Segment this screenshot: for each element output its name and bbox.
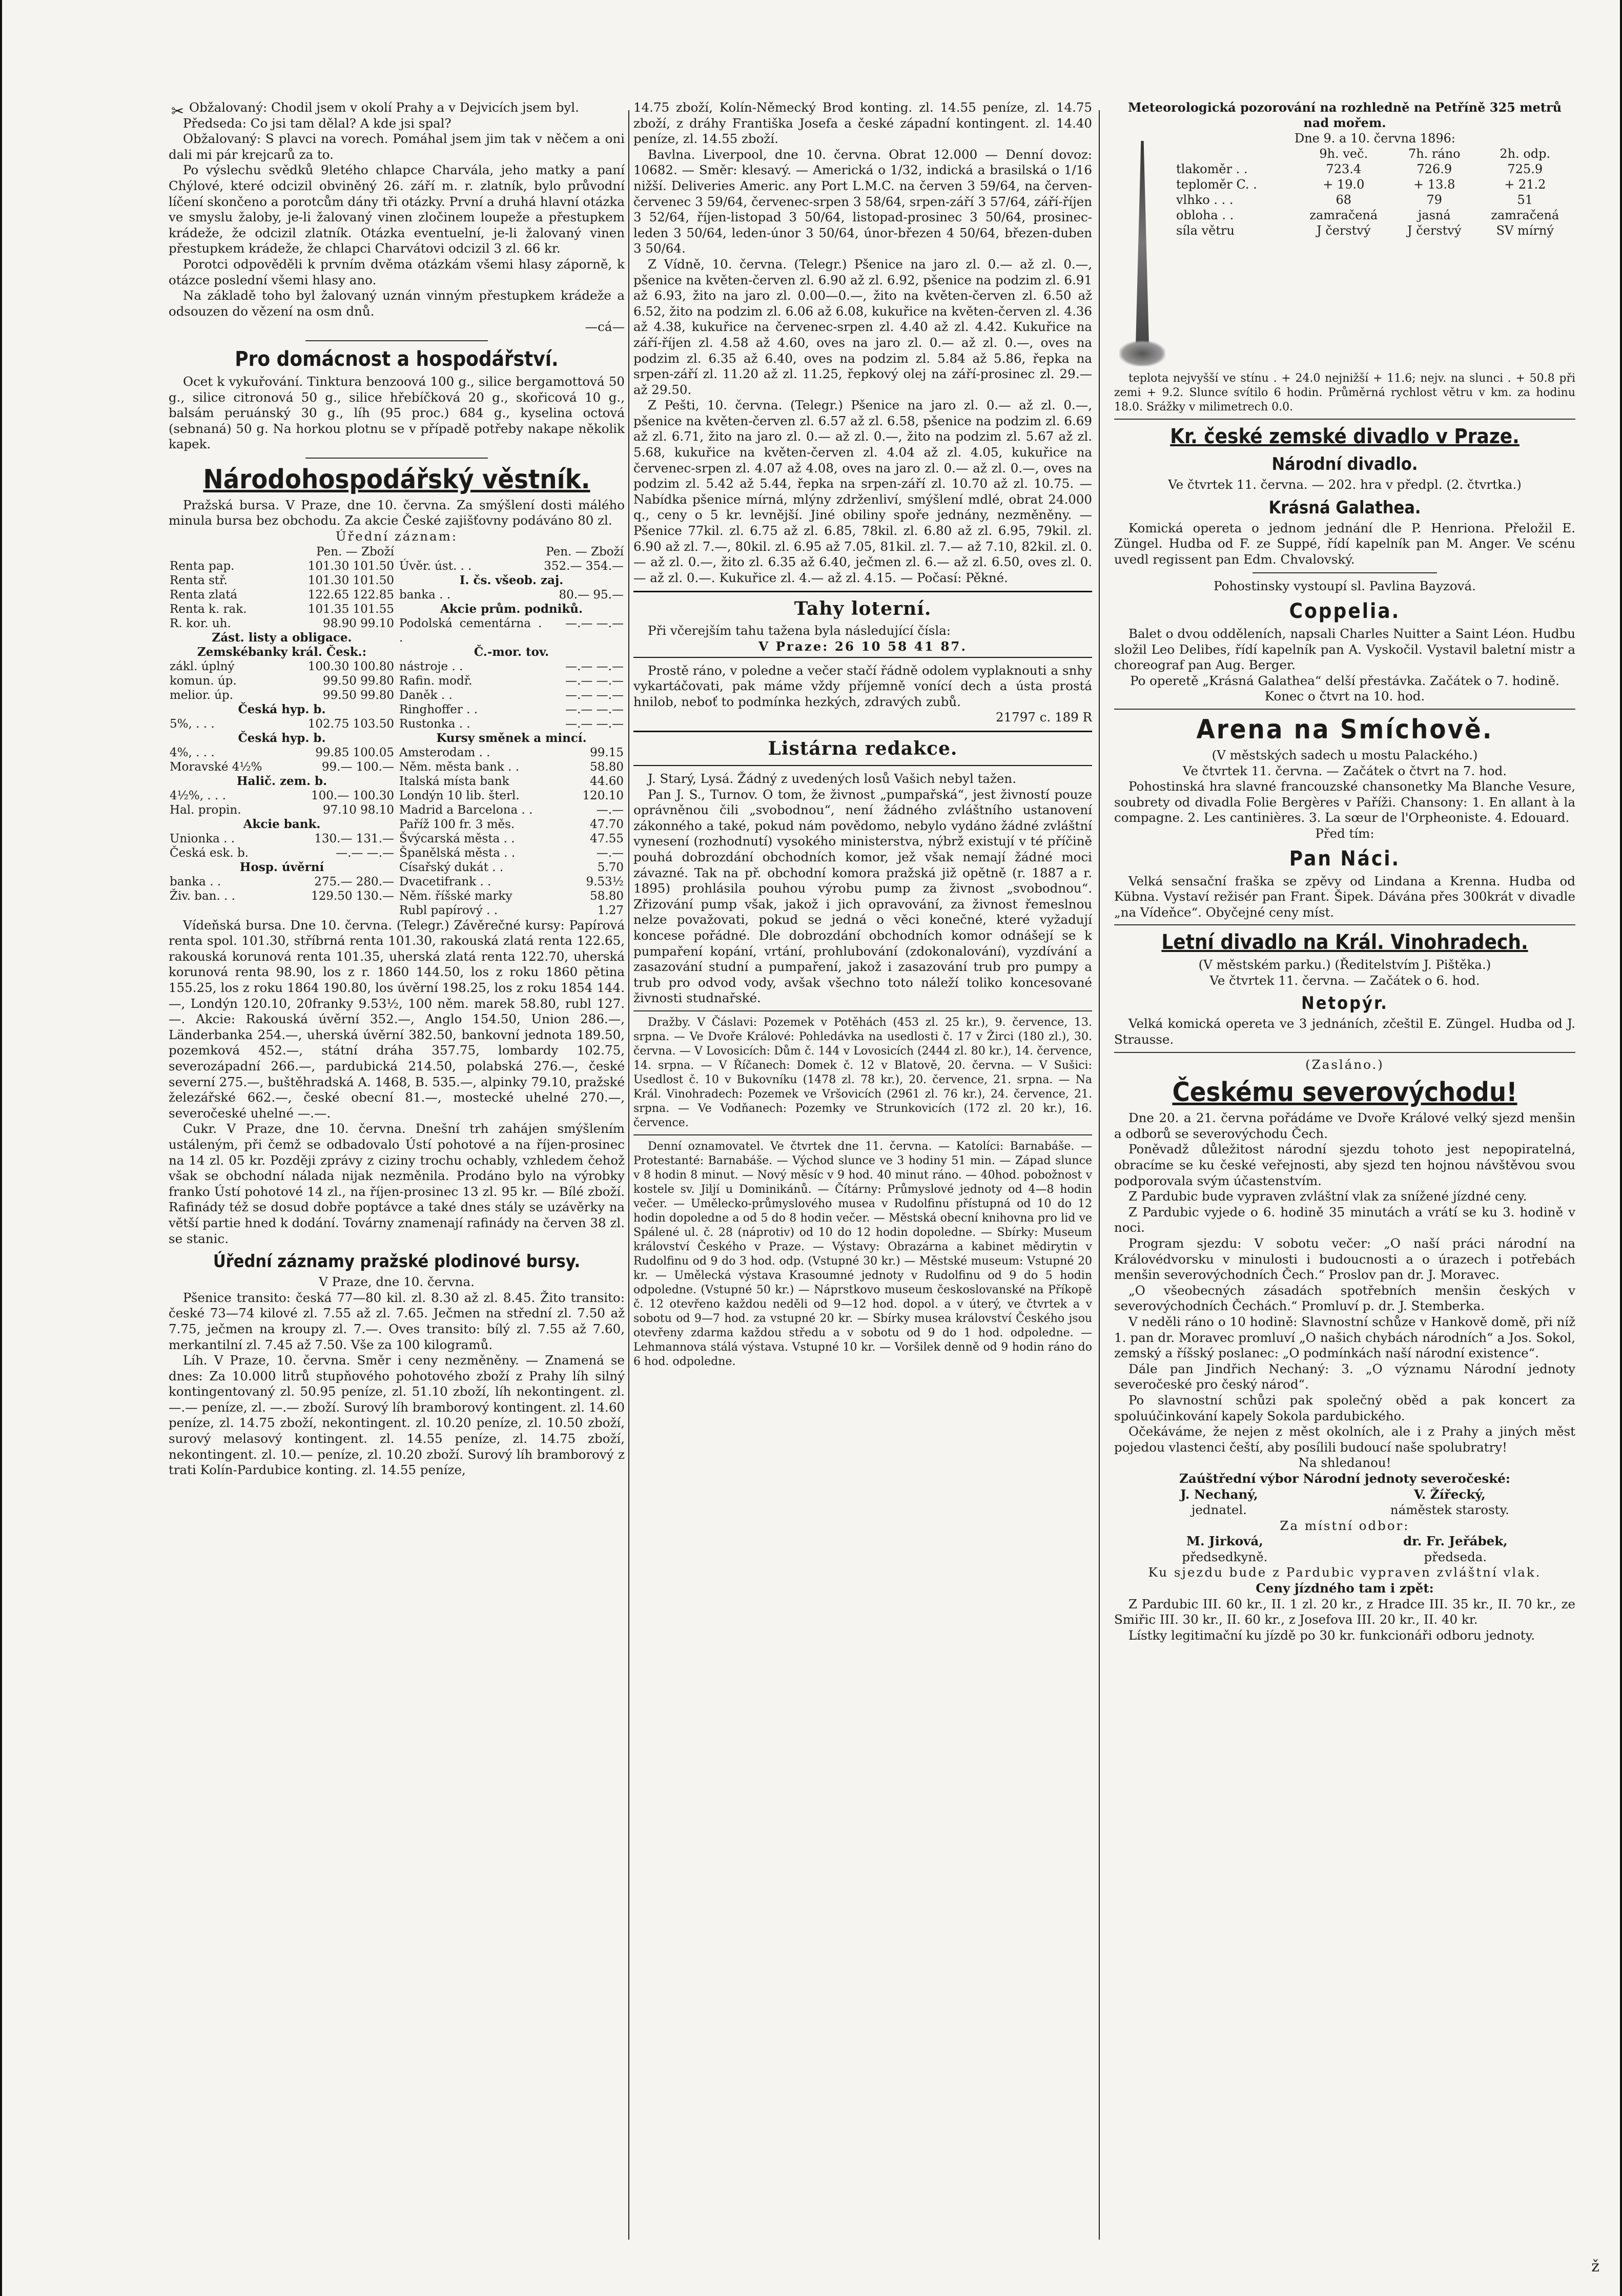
rate-label: banka . . (399, 588, 451, 602)
lottery-heading: Tahy loterní. (794, 598, 932, 620)
rate-label: Španělská města . . (399, 846, 516, 860)
rate-value: —.— —.— (565, 674, 624, 688)
rate-value: 130.— 131.— (314, 832, 394, 845)
column-3 (1114, 100, 1575, 2240)
rate-row (398, 674, 625, 688)
operetta-title: Netopýr. (1301, 993, 1388, 1014)
rate-row (169, 774, 395, 789)
rate-row (169, 559, 395, 573)
rate-label: Něm. říšské marky (399, 889, 512, 903)
appeal-paragraph: Program sjezdu: V sobotu večer: „O naší práci národní na Královédvorsku v minulosti i budoucnosti a o úrazech i potřebách menšin severovýchodních Čech.“ Proslov pan dr. J. Moravec. (1114, 1236, 1575, 1283)
rate-row (169, 717, 395, 731)
rate-value: 102.75 103.50 (307, 717, 394, 731)
rates-tables (169, 545, 625, 918)
auctions: Dražby. V Čáslavi: Pozemek v Potěhách (453 zl. 25 kr.), 9. července, 13. srpna. — Ve Dvoře Králové: Pohledávka na usedlosti č. 17 v Žirci (180 zl.), 30. června. — V Lovosicích: Dům č. 144 v Lovosicích (2444 zl. 80 kr.), 14. července, 14. srpna. — V Říčanech: Domek č. 12 v Blatově, 20. června. — V Sušici: Usedlost č. 10 v Bukovníku (1478 zl. 78 kr.), 20. července, 21. srpna. — Na Král. Vinohradech: Pozemek ve Vršovicích (2961 zl. 76 kr.), 24. července, 21. srpna. — Ve Vodňanech: Pozemky ve Strunkovicích (172 zl. 20 kr.), 16. července. (633, 1016, 1092, 1129)
cut-mark-icon: ✂ (171, 102, 184, 120)
weather-cell: 51 (1517, 193, 1533, 207)
signatures (1114, 1487, 1575, 1518)
rate-label: Něm. města bank . . (399, 760, 520, 774)
weather-cell: 2h. odp. (1500, 147, 1551, 161)
rate-row (169, 846, 395, 860)
appeal-paragraph: „O všeobecných zásadách spotřebních menšin českých v severovýchodních Čechách.“ Promluví p. dr. J. Stemberka. (1114, 1283, 1575, 1314)
farce-text: Velká sensační fraška se zpěvy od Lindana a Krenna. Hudba od Kübna. Vystaví režisér pan Frant. Šipek. Dávána přes 300krát v divadle „na Vídeňce“. Obyčejné ceny míst. (1114, 873, 1575, 920)
weather-cell: + 21.2 (1504, 177, 1546, 192)
rate-label: 4½%, . . . (170, 789, 226, 802)
rate-row (398, 875, 625, 889)
signatures (1114, 1534, 1575, 1565)
rate-row (169, 817, 395, 832)
weather-cell: 9h. več. (1319, 147, 1368, 161)
signature-role: předseda. (1424, 1549, 1487, 1564)
rate-label: Renta zlatá (170, 588, 238, 602)
weather-cell: + 13.8 (1413, 177, 1455, 192)
weather-cell: J čerstvý (1317, 223, 1371, 238)
trial-line: Porotci odpověděli k prvním dvěma otázkám všemi hlasy záporně, k otázce poslední všemi hlasy ano. (169, 256, 625, 287)
rate-label: Halič. zem. b. (236, 774, 327, 788)
letters-heading: Listárna redakce. (768, 737, 958, 759)
rate-row (398, 789, 625, 803)
theatre-subheading: Národní divadlo. (1271, 454, 1418, 474)
ballet-note: Po operetě „Krásná Galathea“ delší přestávka. Začátek o 7. hodině. Konec o čtvrt na 10. hod. (1130, 673, 1559, 704)
burse-intro: Pražská bursa. V Praze, dne 10. června. Za smýšlení dosti málého minula bursa bez obchodu. Za akcie České zajišťovny podáváno 80 zl. (169, 497, 625, 528)
rate-value: Pen. — Zboží (546, 545, 624, 559)
weather-cell: teploměr C. . (1176, 177, 1257, 192)
appeal-paragraph: Očekáváme, že nejen z měst okolních, ale i z Prahy a jiných měst pojedou vlastenci čeští, aby posílili budoucí naše spolubratry! (1114, 1424, 1575, 1455)
fares-text: Z Pardubic III. 60 kr., II. 1 zl. 20 kr., z Hradce III. 35 kr., II. 70 kr., ze Smiřic III. 30 kr., II. 60 kr., z Josefova III. 20 kr., II. 40 kr. (1114, 1596, 1575, 1627)
rate-row (398, 832, 625, 846)
rate-label: Zemskébanky král. Česk.: (197, 645, 367, 659)
lottery-box (633, 591, 1092, 657)
divider (1253, 572, 1437, 573)
rate-label: zákl. úplný (170, 659, 235, 673)
rate-row (169, 875, 395, 889)
rate-value: 80.— 95.— (559, 588, 624, 602)
trial-line: Obžalovaný: Chodil jsem v okolí Prahy a v Dejvicích jsem byl. (189, 100, 579, 115)
rate-value: 1.27 (597, 903, 624, 917)
rate-label: nástroje . . (399, 659, 463, 673)
fares-note: Lístky legitimační ku jízdě po 30 kr. funkcionáři odboru jednoty. (1128, 1627, 1535, 1643)
farce-title: Pan Náci. (1289, 846, 1401, 871)
rate-value: 97.10 98.10 (323, 803, 394, 817)
weather-cell: tlakoměr . . (1176, 162, 1248, 176)
appeal-paragraph: Poněvadž důležitost národní sjezdu tohoto jest nepopiratelná, obracíme se ku české veřejnosti, aby sjezd ten hojnou návštěvou svou podporovala svým účastenstvím. (1114, 1142, 1575, 1188)
ad-reference: 21797 c. 189 R (995, 710, 1092, 725)
appeal-paragraph: Dne 20. a 21. června pořádáme ve Dvoře Králové velký sjezd menšin a odborů se severovýchodu Čech. (1114, 1110, 1575, 1141)
rate-row (398, 803, 625, 817)
weather-cell: SV mírný (1496, 223, 1554, 238)
rate-label: banka . . (170, 875, 221, 888)
rate-label: Akcie bank. (243, 817, 321, 831)
rates-table-left (169, 545, 395, 903)
local-committee-label: Za místní odbor: (1280, 1518, 1410, 1533)
rate-row (398, 760, 625, 774)
lottery-numbers: V Praze: 26 10 58 41 87. (758, 639, 967, 654)
rate-row (169, 631, 395, 645)
rate-value: —.— —.— (565, 659, 624, 673)
produce-heading: Úřední záznamy pražské plodinové bursy. (213, 1251, 581, 1272)
petrin-tower-icon (1114, 131, 1171, 371)
rate-row (398, 860, 625, 875)
rate-row (169, 602, 395, 616)
rate-row (398, 588, 625, 602)
rate-value: 120.10 (582, 789, 624, 802)
rate-label: komun. úp. (170, 674, 237, 688)
rate-value: —.— —.— (565, 616, 624, 630)
rate-label: 4%, . . . (170, 746, 215, 759)
rate-value: —.— —.— (565, 702, 624, 716)
rate-label: R. kor. uh. (170, 616, 231, 630)
rate-value: 47.55 (590, 832, 624, 845)
weather-table (1175, 131, 1575, 371)
rate-row (169, 659, 395, 674)
column-rule (1099, 110, 1100, 2240)
rate-label: Londýn 10 lib. šterl. (399, 789, 520, 802)
rate-label: melior. úp. (170, 688, 233, 702)
theatre-heading: Kr. české zemské divadlo v Praze. (1170, 425, 1520, 448)
rate-label: Živ. ban. . . (170, 889, 236, 903)
rate-value: —.— —.— (565, 688, 624, 702)
vienna-bourse: Vídeňská bursa. Dne 10. června. (Telegr.) Závěrečné kursy: Papírová renta spol. 101.30, stříbrná renta 101.30, rakouská zlatá renta 122.65, rakouská korunová renta 101.35, uherská zlatá renta 122.70, uherská korunová renta 98.90, los z r. 1860 144.50, los z roku 1860 pětina 155.25, los z roku 1864 190.80, los úvěrní 198.25, los z roku 1854 144.—, Londýn 120.10, 20franky 9.53½, 100 něm. marek 58.80, rubl 127.—. Akcie: Rakouská úvěrní 352.—, Anglo 154.50, Union 286.—, Länderbanka 254.—, uherská úvěrní 382.50, bankovní jednota 189.50, pozemková 452.—, státní dráha 357.75, lombardy 102.75, severozápadní 266.—, pardubická 214.50, polabská 276.—, české severní 275.—, buštěhradská A. 1468, B. 535.—, alpinky 79.10, pražské železářské 662.—, české obecní 81.—, mostecké uhelné 270.—, severočeské uhelné —.—. (169, 917, 625, 1121)
rate-row (169, 803, 395, 817)
signature-role: jednatel. (1191, 1502, 1247, 1518)
lottery-text: Při včerejším tahu tažena byla následující čísla: (648, 623, 951, 638)
rate-value: 129.50 130.— (311, 889, 394, 903)
divider (1114, 709, 1575, 710)
rate-row (398, 559, 625, 573)
arena-sub: (V městských sadech u mostu Palackého.) (1212, 747, 1478, 762)
rate-label: Česká esk. b. (170, 846, 249, 860)
rate-value: 44.60 (590, 774, 624, 788)
rate-value: Pen. — Zboží (316, 545, 394, 559)
rate-row (398, 545, 625, 559)
letter-reply: J. Starý, Lysá. Žádný z uvedených losů Vašich nebyl tažen. (648, 771, 1016, 786)
weather-row (1175, 208, 1575, 223)
weather-section (1114, 131, 1575, 371)
rate-row (398, 846, 625, 860)
weather-cell: 725.9 (1507, 162, 1543, 176)
rate-row (398, 731, 625, 746)
weather-cell: 79 (1426, 193, 1443, 207)
rate-value: 99.— 100.— (321, 760, 394, 774)
appeal-paragraph: Po slavnostní schůzi pak společný oběd a pak koncert za spoluúčinkování kapely Sokola pardubického. (1114, 1392, 1575, 1423)
weather-row (1175, 146, 1575, 161)
summer-theatre-sub: (V městském parku.) (Ředitelstvím J. Pištěka.) (1198, 957, 1491, 973)
rate-label: Podolská cementárna . . (399, 616, 542, 645)
rate-row (169, 832, 395, 846)
trial-line: Obžalovaný: S plavci na vorech. Pomáhal jsem jim tak v něčem a oni dali mi pár krejcarů za to. (169, 131, 625, 162)
rate-label: Rafin. modř. (399, 674, 473, 688)
rate-row (169, 645, 395, 659)
rate-row (169, 702, 395, 717)
rate-label: Česká hyp. b. (238, 731, 326, 745)
rate-value: 99.85 100.05 (315, 746, 394, 759)
weather-cell: vlhko . . . (1176, 193, 1234, 207)
rate-label: Italská místa bank (399, 774, 509, 788)
rate-label: Renta stř. (170, 573, 228, 587)
weather-date: Dne 9. a 10. června 1896: (1294, 131, 1456, 146)
rate-label (398, 545, 543, 559)
rate-row (169, 889, 395, 903)
spirit-report: Líh. V Praze, 10. června. Směr i ceny nezměněny. — Znamená se dnes: Za 10.000 litrů stupňového pohotového zboží z Prahy líh silný kontingentovaný zl. 50.95 peníze, zl. 51.10 zboží, líh nekontingent. zl. —.— peníze, zl. —.— zboží. Surový líh bramborový kontingent. zl. 14.60 peníze, zl. 14.75 zboží, nekontingent. zl. 10.20 peníze, zl. 10.50 zboží, surový melasový kontingent. zl. 14.55 peníze, zl. 14.75 zboží, nekontingent. zl. 10.— peníze, zl. 10.20 zboží. Surový líh bramborový z trati Kolín-Pardubice konting. zl. 14.55 peníze, (169, 1353, 625, 1478)
column-2 (633, 100, 1092, 2240)
economy-heading: Národohospodářský věstník. (203, 464, 590, 495)
rate-row (169, 616, 395, 631)
rate-label: Akcie prům. podniků. (440, 602, 583, 616)
train-note: Ku sjezdu bude z Pardubic vypraven zvláštní vlak. (1148, 1565, 1542, 1580)
rate-label: Kursy směnek a mincí. (436, 731, 587, 745)
rate-row (398, 774, 625, 789)
weather-heading: Meteorologická pozorování na rozhledně na Petříně 325 metrů nad mořem. (1127, 100, 1562, 130)
rate-label: Dvacetifrank . . (399, 875, 491, 888)
rate-row (398, 717, 625, 731)
rate-label: Česká hyp. b. (238, 702, 326, 716)
appeal-paragraph: Dále pan Jindřich Nechaný: 3. „O významu Národní jednoty severočeské pro český národ“. (1114, 1361, 1575, 1392)
rate-value: 58.80 (590, 889, 624, 903)
column-1 (169, 100, 625, 2240)
rate-value: —.— (596, 846, 624, 860)
rate-row (169, 573, 395, 588)
rate-label: Renta pap. (170, 559, 235, 573)
weather-row (1175, 177, 1575, 192)
sent-label: (Zasláno.) (1305, 1057, 1384, 1072)
theatre-date: Ve čtvrtek 11. června. — 202. hra v předpl. (2. čtvrtka.) (1168, 477, 1522, 492)
weather-grid (1175, 146, 1575, 238)
rate-label: Moravské 4½% (170, 760, 262, 774)
rate-label: Unionka . . (170, 832, 235, 845)
weather-cell: 723.4 (1326, 162, 1362, 176)
play-text: Komická opereta o jednom jednání dle P. Henriona. Přeložil E. Züngel. Hudba od F. ze Suppé, řídí kapelník pan M. Anger. Ve scénu uvedl regissent pan Edm. Chvalovský. (1114, 520, 1575, 567)
produce-report: Pšenice transito: česká 77—80 kil. zl. 8.30 až zl. 8.45. Žito transito: české 73—74 kilové zl. 7.55 až zl. 7.65. Ječmen na střední zl. 7.50 až 7.75, ječmen na kroupy zl. 7.—. Oves transito: bílý zl. 7.55 až 7.60, merkantilní zl. 7.45 až 7.50. Vše za 100 kilogramů. (169, 1290, 625, 1352)
rate-row (398, 746, 625, 760)
summer-theatre-date: Ve čtvrtek 11. června. — Začátek o 6. hod. (1209, 973, 1480, 988)
rate-label: Zást. listy a obligace. (212, 630, 352, 645)
rate-row (169, 731, 395, 746)
appeal-heading: Českému severovýchodu! (1172, 1077, 1517, 1108)
letters-box (633, 731, 1092, 766)
weather-row (1175, 223, 1575, 238)
guest-note: Pohostinsky vystoupí sl. Pavlina Bayzová. (1214, 578, 1476, 594)
rate-label: Daněk . . (399, 688, 453, 702)
divider (1114, 419, 1575, 420)
rate-value: —.— —.— (565, 717, 624, 731)
play-title: Krásná Galathea. (1268, 497, 1421, 518)
divider (305, 458, 488, 459)
trial-signature: —cá— (585, 319, 625, 335)
rate-label: I. čs. všeob. zaj. (459, 573, 564, 587)
signature-name: V. Žířecký, (1414, 1486, 1486, 1502)
rate-value: 98.90 99.10 (323, 616, 394, 630)
rate-row (398, 602, 625, 616)
weather-cell: 726.9 (1416, 162, 1452, 176)
daily-notices: Denní oznamovatel. Ve čtvrtek dne 11. června. — Katolíci: Barnabáše. — Protestanté: Barnabáše. — Východ slunce ve 3 hodiny 51 min. — Západ slunce v 8 hodin 8 minut. — Nový měsíc v 9 hod. 40 minut ráno. — 40hod. pobožnost v kostele sv. Jiljí u Dominikánů. — Čítárny: Průmyslové jednoty od 4—8 hodin večer. — Umělecko-průmyslového musea v Rudolfinu přístupná od 10 do 12 hodin dopoledne a od 5 do 8 hodin večer. — Městská obecní knihovna pro lid ve Spálené ul. č. 28 (náprotiv) od 10 do 12 hodin dopoledne. — Sbírky: Museum království Českého v Praze. — Výstavy: Obrazárna a kabinet mědirytin v Rudolfinu od 9 do 3 hod. odp. (Vstupné 30 kr.) — Městské museum: Vstupné 20 kr. — Umělecká výstava Krasoumné jednoty v Rudolfinu od 9 do 5 hodin odpoledne. (Vstupné 50 kr.) — Náprstkovo museum českoslovanské na Příkopě č. 12 otevřeno každou neděli od 9—12 hod. dopol. a v úterý, ve čtvrtek a v sobotu od 9—7 hod. za vstupné 20 kr. — Sbírky musea království Českého jsou otevřeny zdarma každou středu a v sobotu od 9 do 1 hod. odpoledne. — Lehmannova stálá výstava. Vstupné 10 kr. — Voršilek denně od 9 hodin ráno do 6 hod. odpoledne. (633, 1140, 1092, 1368)
trial-line: Předseda: Co jsi tam dělal? A kde jsi spal? (183, 115, 451, 131)
rate-value: 352.— 354.— (544, 559, 624, 573)
spirit-continued: 14.75 zboží, Kolín-Německý Brod konting. zl. 14.55 peníze, zl. 14.75 zboží, z dráhy Františka Josefa a české západní kontingent. zl. 14.40 peníze, zl. 14.55 zboží. (633, 100, 1092, 147)
rate-row (169, 746, 395, 760)
rate-value: 100.30 100.80 (307, 659, 394, 673)
operetta-text: Velká komická opereta ve 3 jednáních, zčeštil E. Züngel. Hudba od J. Strausse. (1114, 1016, 1575, 1047)
weather-cell: síla větru (1176, 223, 1235, 238)
rate-row (398, 903, 625, 918)
trial-line: Na základě toho byl žalovaný uznán vinným přestupkem krádeže a odsouzen do vězení na osm dnů. (169, 288, 625, 319)
rate-value: 47.70 (590, 817, 624, 831)
weather-cell: 7h. ráno (1408, 147, 1461, 161)
fares-heading: Ceny jízdného tam i zpět: (1256, 1581, 1434, 1596)
rate-label: 5%, . . . (170, 717, 215, 731)
rate-value: 58.80 (590, 760, 624, 774)
weather-extra: teplota nejvyšší ve stínu . + 24.0 nejnižší + 11.6; nejv. na slunci . + 50.8 při zemi + 9.2. Slunce svítilo 6 hodin. Průměrná rychlost větru v km. za hodinu 18.0. Srážky v milimetrech 0.0. (1114, 372, 1575, 413)
rate-label: Renta k. rak. (170, 602, 247, 616)
weather-cell: jasná (1418, 208, 1451, 222)
committee-label: Zaúštřední výbor Národní jednoty severočeské: (1179, 1471, 1510, 1486)
appeal-paragraph: V neděli ráno o 10 hodině: Slavnostní schůze v Hankově domě, při níž 1. pan dr. Moravec promluví „O našich chybách národních“ a Jos. Sokol, zemský a říšský poslanec: „O podmínkách naší národní existence“. (1114, 1314, 1575, 1361)
weather-cell: zamračená (1309, 208, 1378, 222)
appeal-paragraph: Z Pardubic vyjede o 6. hodině 35 minutách a vrátí se ku 3. hodině v noci. (1114, 1204, 1575, 1235)
rate-value: 100.— 100.30 (311, 789, 394, 802)
cotton-report: Bavlna. Liverpool, dne 10. června. Obrat 12.000 — Denní dovoz: 10682. — Směr: klesavý. — Americká o 1/32, indická a brasilská o 1/16 nižší. Deliveries Americ. any Port L.M.C. na červen 3 59/64, na červen-červenec 3 59/64, červenec-srpen 3 58/64, srpen-září 3 57/64, září-říjen 3 52/64, říjen-listopad 3 50/64, listopad-prosinec 3 50/64, prosinec-leden 3 50/64, leden-únor 3 50/64, únor-březen 4 50/64, březen-duben 3 50/64. (633, 147, 1092, 256)
weather-row (1175, 192, 1575, 208)
weather-cell: J čerstvý (1407, 223, 1462, 238)
rate-row (398, 817, 625, 832)
household-heading: Pro domácnost a hospodářství. (235, 347, 559, 371)
rate-value: 9.53½ (586, 875, 624, 888)
rate-label (169, 545, 286, 559)
rate-row (398, 573, 625, 588)
rate-label: Hosp. úvěrní (239, 860, 324, 874)
page-corner-mark: ž (1591, 2258, 1599, 2276)
weather-row (1175, 161, 1575, 177)
official-record-label: Úřední záznam: (335, 529, 458, 544)
signature-role: náměstek starosty. (1390, 1502, 1509, 1518)
rate-value: 101.30 101.50 (307, 573, 394, 587)
appeal-paragraph: Z Pardubic bude vypraven zvláštní vlak za snížené jízdné ceny. (1128, 1189, 1527, 1204)
rate-value: 99.50 99.80 (323, 688, 394, 702)
rate-row (169, 588, 395, 602)
rate-row (398, 645, 625, 659)
rate-row (169, 860, 395, 875)
weather-cell (1175, 146, 1294, 161)
grain-vienna: Z Vídně, 10. června. (Telegr.) Pšenice na jaro zl. 0.— až zl. 0.—, pšenice na květen-červen zl. 6.90 až zl. 6.92, pšenice na podzim zl. 6.91 až 6.93, žito na jaro zl. 0.00—0.—, žito na květen-červen zl. 6.50 až 6.52, žito na podzim zl. 6.06 až 6.08, kukuřice na květen-červen zl. 4.36 až 4.38, kukuřice na červenec-srpen zl. 4.40 až zl. 4.42. Kukuřice na září-říjen zl. 4.58 až 4.60, oves na jaro zl. 0.— až zl. 0.—, oves na podzim zl. 6.35 až 6.40, oves na podzim zl. 5.84 až 5.86, řepka na srpen-září zl. 11.20 až zl. 11.25, řepkový olej na září-prosinec zl. 29.— až 29.50. (633, 256, 1092, 397)
signature-name: J. Nechaný, (1180, 1486, 1258, 1502)
divider (633, 1134, 1092, 1135)
rate-label: Rustonka . . (399, 717, 470, 731)
rate-value: 122.65 122.85 (307, 588, 394, 602)
rate-value: —.— (596, 803, 624, 817)
trial-line: Po výslechu svědků 9letého chlapce Charvála, jeho matky a paní Chýlové, které odcizil obviněný 26. září m. r. zlatník, bylo průvodní líčení skončeno a porotcům dány tři otázky. První a druhá hlavní otázka ve smyslu žaloby, je-li žalovaný vinen zločinem loupeže a přestupkem krádeže, že odcizil zlatník. Otázka eventuelní, je-li žalovaný vinen přestupkem krádeže, že chlapci Charvátovi odcizil 3 zl. 66 kr. (169, 162, 625, 256)
rate-label: Hal. propin. (170, 803, 241, 817)
rate-value: —.— —.— (336, 846, 394, 860)
column-rule (628, 110, 629, 2240)
weather-cell: obloha . . (1176, 208, 1234, 222)
grain-pest: Z Pešti, 10. června. (Telegr.) Pšenice na jaro zl. 0.— až zl. 0.—, pšenice na květen-červen zl. 6.57 až zl. 6.58, pšenice na podzim zl. 6.69 až zl. 6.71, žito na jaro zl. 0.— až zl. 0.—, žito na podzim zl. 5.67 až zl. 5.68, kukuřice na květen-červen zl. 4.04 až zl. 4.05, kukuřice na červenec-srpen zl. 4.07 až 4.08, oves na jaro zl. 0.— až zl. 0.—, oves na podzim zl. 5.42 až 5.44, řepka na srpen-září zl. 10.70 až zl. 10.75. — Nabídka pšenice mírná, mlýny zdrženliví, smýšlení mdlé, obrat 24.000 q., ceny o 5 kr. levnější. Jiné obiliny spoře jednány, nezměněny. — Pšenice 77kil. zl. 6.75 až zl. 6.85, 78kil. zl. 6.80 až zl. 6.95, 79kil. zl. 6.90 až zl. 7.—, 80kil. zl. 6.95 až 7.05, 81kil. zl. 7.— až 7.10, 82kil. zl. 0.— až zl. 0.—, žito zl. 6.35 až 6.40, ječmen zl. 6.— až zl. 6.50, oves zl. 0.— až zl. 0.—. Kukuřice zl. 4.— až zl. 4.15. — Počasí: Pěkné. (633, 398, 1092, 585)
rate-value: 99.15 (590, 746, 624, 759)
rate-label: Rubl papírový . . (399, 903, 498, 917)
rate-row (398, 889, 625, 903)
rate-row (398, 659, 625, 674)
weather-cell: 68 (1336, 193, 1352, 207)
rate-row (398, 688, 625, 702)
divider (633, 1010, 1092, 1011)
arena-date: Ve čtvrtek 11. června. — Začátek o čtvrt na 7. hod. (1182, 763, 1507, 778)
rate-value: 101.35 101.55 (307, 602, 394, 616)
ballet-text: Balet o dvou odděleních, napsali Charles Nuitter a Saint Léon. Hudbu složil Leo Delibes, řídí kapelník pan A. Vyskočil. Vystavil baletní mistr a choreograf pan Aug. Berger. (1114, 626, 1575, 673)
ballet-title: Coppelia. (1289, 599, 1401, 623)
signature-name: M. Jirková, (1186, 1534, 1263, 1549)
rate-value: 275.— 280.— (314, 875, 394, 888)
household-text: Ocet k vykuřování. Tinktura benzoová 100 g., silice bergamottová 50 g., silice citronová 50 g., silice hřebíčková 20 g., skořicová 10 g., balsám peruánský 30 g., líh (95 proc.) 684 g., kyselina octová (sebnaná) 50 g. Na horkou plotnu se v případě potřeby nakape několik kapek. (169, 374, 625, 452)
signature-name: dr. Fr. Jeřábek, (1403, 1534, 1508, 1549)
arena-text: Pohostinská hra slavné francouzské chansonetky Ma Blanche Vesure, soubrety od divadla Folie Bergères v Paříži. Chansony: 1. En allant à la compagne. 2. Les cantinières. 3. La sœur de l'Orpheoniste. 4. Edouard. (1114, 779, 1575, 825)
divider (305, 340, 488, 341)
rate-label: Švýcarská města . . (399, 832, 515, 845)
rate-row (169, 545, 395, 559)
sugar-report: Cukr. V Praze, dne 10. června. Dnešní trh zahájen smýšlením ustáleným, při čemž se odbadovalo Ústí pohotové a na říjen-prosinec na 14 zl. 05 kr. Později zprávy z ciziny trochu ochably, vzhledem čehož však se obchodní nálada nijak nezměnila. Prodáno bylo na výrobky franko Ústí pohotové 14 zl., na říjen-prosinec 13 zl. 95 kr. — Bílé zboží. Rafinády též se dosud dobře poptávce a také dnes stály se uzávěrky na větší partie hned k dodání. Továrny znamenají rafinády na červen 38 zl. se stanic. (169, 1121, 625, 1246)
arena-heading: Arena na Smíchově. (1196, 714, 1493, 745)
rate-row (169, 674, 395, 688)
rate-label: Paříž 100 fr. 3 měs. (399, 817, 515, 831)
rate-label: Madrid a Barcelona . . (399, 803, 533, 817)
arena-before: Před tím: (1315, 825, 1374, 841)
rate-label: Č.-mor. tov. (474, 645, 549, 659)
appeal-paragraph: Na shledanou! (1298, 1455, 1391, 1471)
weather-cell: zamračená (1491, 208, 1559, 222)
summer-theatre-heading: Letní divadlo na Král. Vinohradech. (1161, 930, 1528, 955)
rate-row (169, 760, 395, 774)
rate-value: 99.50 99.80 (323, 674, 394, 688)
rates-table-right (398, 545, 625, 918)
produce-date: V Praze, dne 10. června. (319, 1274, 475, 1290)
rate-label: Úvěr. úst. . . (399, 559, 472, 573)
rate-row (398, 702, 625, 717)
rate-row (169, 789, 395, 803)
advertisement: Prostě ráno, v poledne a večer stačí řádně odolem vyplaknouti a snhy vykartáčovati, pak máme vždy příjemně vonící dech a ústa prostá hnilob, neboť to podmínka hezkých, zdravých zubů. (633, 663, 1092, 709)
rate-value: 101.30 101.50 (307, 559, 394, 573)
letter-reply: Pan J. S., Turnov. O tom, že živnost „pumpařská“, jest živností pouze oprávněnou čili „svobodnou“, není žádného zvláštního ustanovení zákonného a také, pokud nám povědomo, nebylo vydáno žádné zvláštní vynesení (rozhodnutí) vysokého ministerstva, nýbrž existují v té příčině pouhá dobrozdání obchodních komor, jež však nemají žádné moci závazné. Tak na př. obchodní komora pražská již opětně (r. 1887 a r. 1895) prohlásila pouhou výrobu pump za živnost „svobodnou“. Zřizování pump však, jakož i jich opravování, za živnost řemeslnou nelze považovati, pokud se jedná o věci konečné, které vyžadují koncese pořádné. Dle dobrozdání obchodních komor odnášejí se k pumpaření kopání, vrtání, prohlubování (zdokonalování), vyzdívání a zasazování studní a pumpaření, jakož i zasazování trub pro pumpy a trub pro odvod vody, avšak všechno toto náleží toliko koncesované živnosti studnařské. (633, 787, 1092, 1006)
rate-row (398, 616, 625, 645)
rate-label: Amsterodam . . (399, 746, 490, 759)
divider (1114, 924, 1575, 925)
rate-label: Císařský dukát . . (399, 860, 504, 874)
weather-cell: + 19.0 (1323, 177, 1365, 192)
rate-label: Ringhoffer . . (399, 702, 478, 716)
signature-role: předsedkyně. (1182, 1549, 1268, 1564)
divider (1114, 1052, 1575, 1053)
rate-row (169, 688, 395, 702)
rate-value: 5.70 (597, 860, 624, 874)
